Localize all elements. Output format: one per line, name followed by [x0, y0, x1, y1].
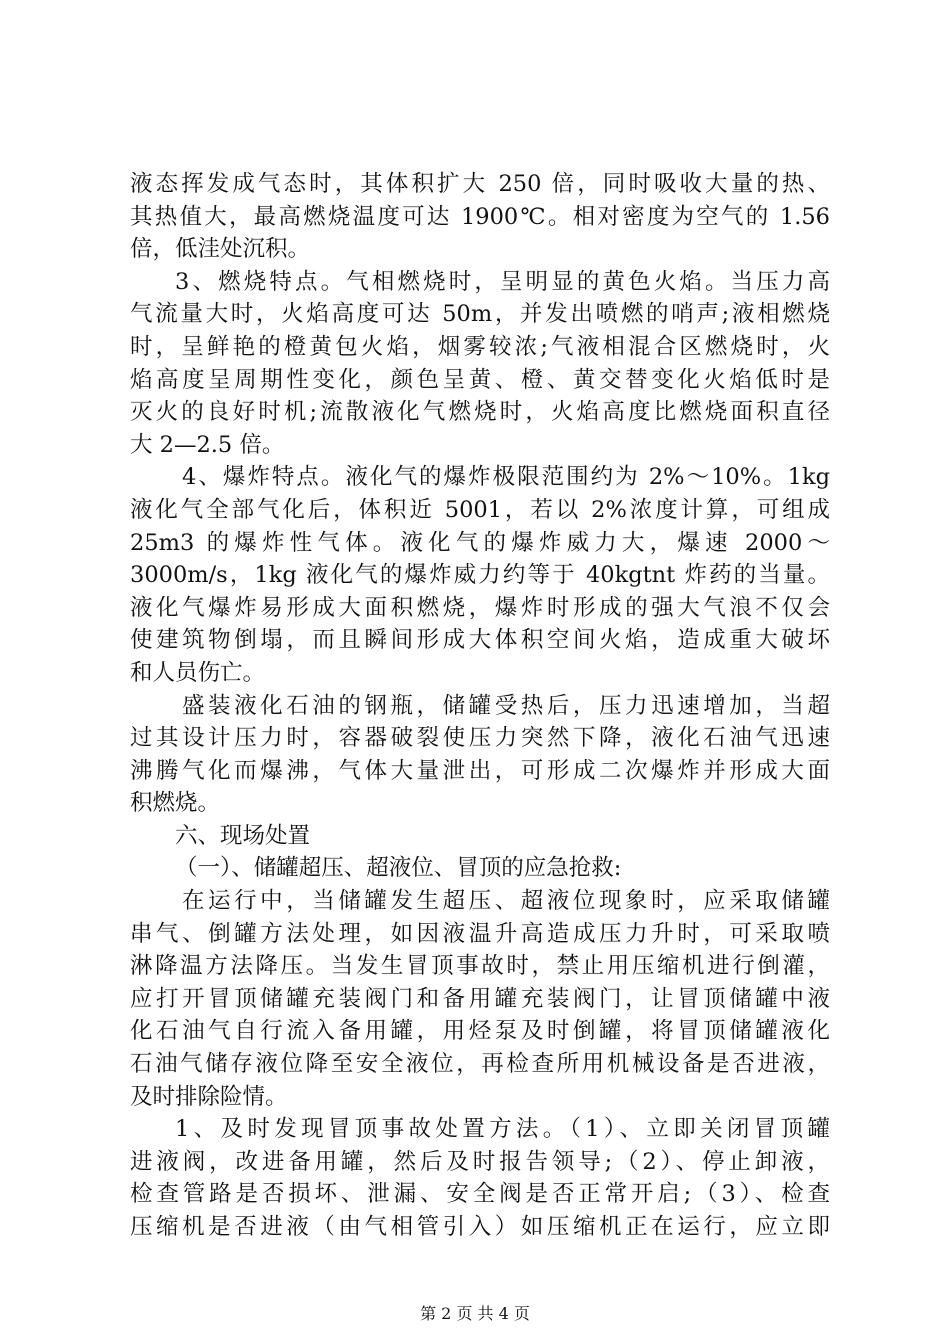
- text-line: 大 2—2.5 倍。: [130, 431, 285, 458]
- page-number: 第 2 页 共 4 页: [420, 1304, 530, 1323]
- text-line: 4、爆炸特点。液化气的爆炸极限范围约为 2%～10%。1kg: [182, 464, 830, 491]
- text-line: 石油气储存液位降至安全液位，再检查所用机械设备是否进液，: [130, 1051, 830, 1078]
- text-line: 灭火的良好时机;流散液化气燃烧时，火焰高度比燃烧面积直径: [130, 399, 830, 426]
- text-line: 化石油气自行流入备用罐，用烃泵及时倒罐，将冒顶储罐液化: [130, 1018, 830, 1045]
- text-line: 进液阀，改进备用罐，然后及时报告领导;（2）、停止卸液，: [130, 1148, 830, 1175]
- text-line: 其热值大，最高燃烧温度可达 1900℃。相对密度为空气的 1.56: [130, 203, 830, 230]
- section-heading: 六、现场处置: [175, 822, 311, 849]
- text-line: 气流量大时，火焰高度可达 50m，并发出喷燃的哨声;液相燃烧: [130, 301, 830, 328]
- text-line: 盛装液化石油的钢瓶，储罐受热后，压力迅速增加，当超: [182, 692, 830, 719]
- text-line: 过其设计压力时，容器破裂使压力突然下降，液化石油气迅速: [130, 725, 830, 752]
- subsection-heading: （一）、储罐超压、超液位、冒顶的应急抢救:: [175, 855, 622, 882]
- text-line: 倍，低洼处沉积。: [130, 236, 311, 263]
- text-line: 压缩机是否进液（由气相管引入）如压缩机正在运行，应立即: [130, 1214, 830, 1240]
- text-line: 应打开冒顶储罐充装阀门和备用罐充装阀门，让冒顶储罐中液: [130, 985, 830, 1012]
- text-line: 3000m/s，1kg 液化气的爆炸威力约等于 40kgtnt 炸药的当量。: [130, 562, 830, 589]
- text-line: 时，呈鲜艳的橙黄包火焰，烟雾较浓;气液相混合区燃烧时，火: [130, 333, 830, 360]
- text-line: 液态挥发成气态时，其体积扩大 250 倍，同时吸收大量的热、: [130, 171, 830, 197]
- text-line: 沸腾气化而爆沸，气体大量泄出，可形成二次爆炸并形成大面: [130, 757, 830, 784]
- text-line: 液化气爆炸易形成大面积燃烧，爆炸时形成的强大气浪不仅会: [130, 594, 830, 621]
- text-line: 检查管路是否损坏、泄漏、安全阀是否正常开启;（3）、检查: [130, 1181, 830, 1208]
- text-line: 使建筑物倒塌，而且瞬间形成大体积空间火焰，造成重大破坏: [130, 627, 830, 654]
- text-line: 焰高度呈周期性变化，颜色呈黄、橙、黄交替变化火焰低时是: [130, 366, 830, 393]
- text-line: 和人员伤亡。: [130, 659, 266, 686]
- text-line: 淋降温方法降压。当发生冒顶事故时，禁止用压缩机进行倒灌，: [130, 953, 830, 980]
- text-line: 3、燃烧特点。气相燃烧时，呈明显的黄色火焰。当压力高: [175, 268, 830, 295]
- text-line: 串气、倒罐方法处理，如因液温升高造成压力升时，可采取喷: [130, 920, 830, 947]
- text-line: 及时排除险情。: [130, 1083, 288, 1110]
- text-line: 25m3 的爆炸性气体。液化气的爆炸威力大，爆速 2000～: [130, 529, 830, 556]
- text-line: 积燃烧。: [130, 790, 221, 817]
- text-line: 液化气全部气化后，体积近 5001，若以 2%浓度计算，可组成: [130, 496, 830, 523]
- text-line: 1、及时发现冒顶事故处置方法。（1）、立即关闭冒顶罐: [175, 1116, 830, 1143]
- document-body: [130, 168, 830, 1244]
- text-line: 在运行中，当储罐发生超压、超液位现象时，应采取储罐: [182, 888, 830, 915]
